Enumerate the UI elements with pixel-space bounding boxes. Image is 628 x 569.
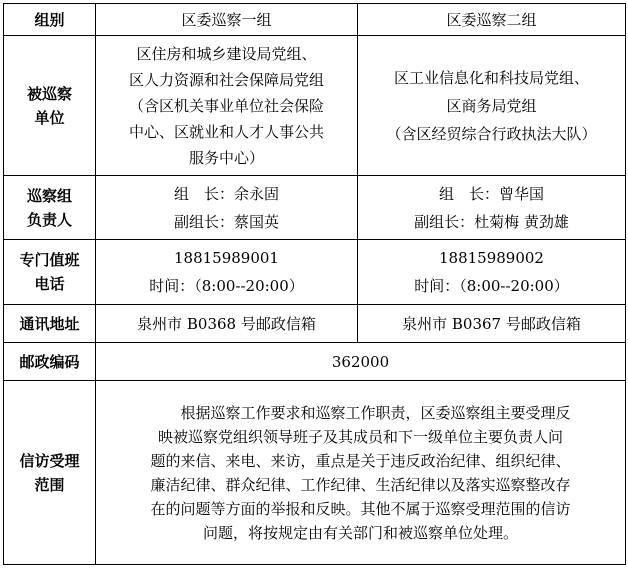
group1-title: 区委巡察一组 bbox=[96, 4, 358, 36]
unit-line: 区工业信息化和科技局党组、 bbox=[393, 68, 589, 87]
phone-number: 18815989002 bbox=[439, 249, 544, 267]
postcode-label: 邮政编码 bbox=[4, 343, 96, 381]
leader-line: 组 长：余永固 bbox=[173, 184, 279, 203]
address-row bbox=[4, 305, 626, 343]
group1-address: 泉州市 B0368 号邮政信箱 bbox=[96, 305, 358, 343]
leaders-row bbox=[4, 176, 626, 240]
group2-inspected-units bbox=[358, 36, 626, 176]
header-row bbox=[4, 4, 626, 36]
postcode-value: 362000 bbox=[96, 343, 626, 381]
leaders-label bbox=[4, 176, 96, 240]
group2-hotline bbox=[358, 240, 626, 305]
unit-line: 区住房和城乡建设局党组、 bbox=[136, 44, 317, 63]
label-line: 单位 bbox=[34, 108, 65, 127]
unit-line: （含区经贸综合行政执法大队） bbox=[386, 124, 597, 143]
label-line: 巡察组 bbox=[26, 186, 72, 205]
group-label: 组别 bbox=[4, 4, 96, 36]
unit-line: 服务中心） bbox=[188, 148, 264, 167]
label-line: 范围 bbox=[34, 475, 65, 494]
leader-line: 组 长：曾华国 bbox=[438, 184, 544, 203]
scope-description bbox=[96, 381, 626, 565]
scope-text-line: 在的问题等方面的举报和反映。其他不属于巡察受理范围的信访 bbox=[150, 499, 571, 518]
duty-hours: 时间：（8:00--20:00） bbox=[414, 277, 569, 295]
unit-line: 区商务局党组 bbox=[446, 96, 537, 115]
scope-text-line: 题的来信、来电、来访，重点是关于违反政治纪律、组织纪律、 bbox=[150, 451, 571, 470]
postcode-row bbox=[4, 343, 626, 381]
phone-number: 18815989001 bbox=[174, 249, 279, 267]
duty-hours: 时间：（8:00--20:00） bbox=[149, 277, 304, 295]
scope-text-line: 映被巡察党组织领导班子及其成员和下一级单位主要负责人问 bbox=[157, 427, 563, 446]
group1-hotline bbox=[96, 240, 358, 305]
group2-address: 泉州市 B0367 号邮政信箱 bbox=[358, 305, 626, 343]
unit-line: 区人力资源和社会保障局党组 bbox=[128, 70, 324, 89]
group2-title: 区委巡察二组 bbox=[358, 4, 626, 36]
leader-line: 副组长：蔡国英 bbox=[173, 212, 279, 231]
unit-line: （含区机关事业单位社会保险 bbox=[128, 96, 324, 115]
group1-leaders bbox=[96, 176, 358, 240]
leader-line: 副组长：杜菊梅 黄劲雄 bbox=[414, 212, 569, 231]
scope-text-line: 问题，将按规定由有关部门和被巡察单位处理。 bbox=[202, 523, 518, 542]
label-line: 电话 bbox=[34, 275, 65, 293]
unit-line: 中心、区就业和人才人事公共 bbox=[128, 122, 324, 141]
label-line: 专门值班 bbox=[19, 251, 80, 269]
address-label: 通讯地址 bbox=[4, 305, 96, 343]
scope-label bbox=[4, 381, 96, 565]
hotline-row bbox=[4, 240, 626, 305]
label-line: 负责人 bbox=[26, 210, 72, 229]
group2-leaders bbox=[358, 176, 626, 240]
inspected-units-row bbox=[4, 36, 626, 176]
scope-row bbox=[4, 381, 626, 565]
group1-inspected-units bbox=[96, 36, 358, 176]
label-line: 被巡察 bbox=[26, 84, 72, 103]
inspected-units-label bbox=[4, 36, 96, 176]
scope-text-line: 根据巡察工作要求和巡察工作职责，区委巡察组主要受理反 bbox=[150, 403, 571, 422]
label-line: 信访受理 bbox=[19, 451, 80, 470]
hotline-label bbox=[4, 240, 96, 305]
inspection-info-table bbox=[3, 3, 626, 565]
scope-text-line: 廉洁纪律、群众纪律、工作纪律、生活纪律以及落实巡察整改存 bbox=[150, 475, 571, 494]
